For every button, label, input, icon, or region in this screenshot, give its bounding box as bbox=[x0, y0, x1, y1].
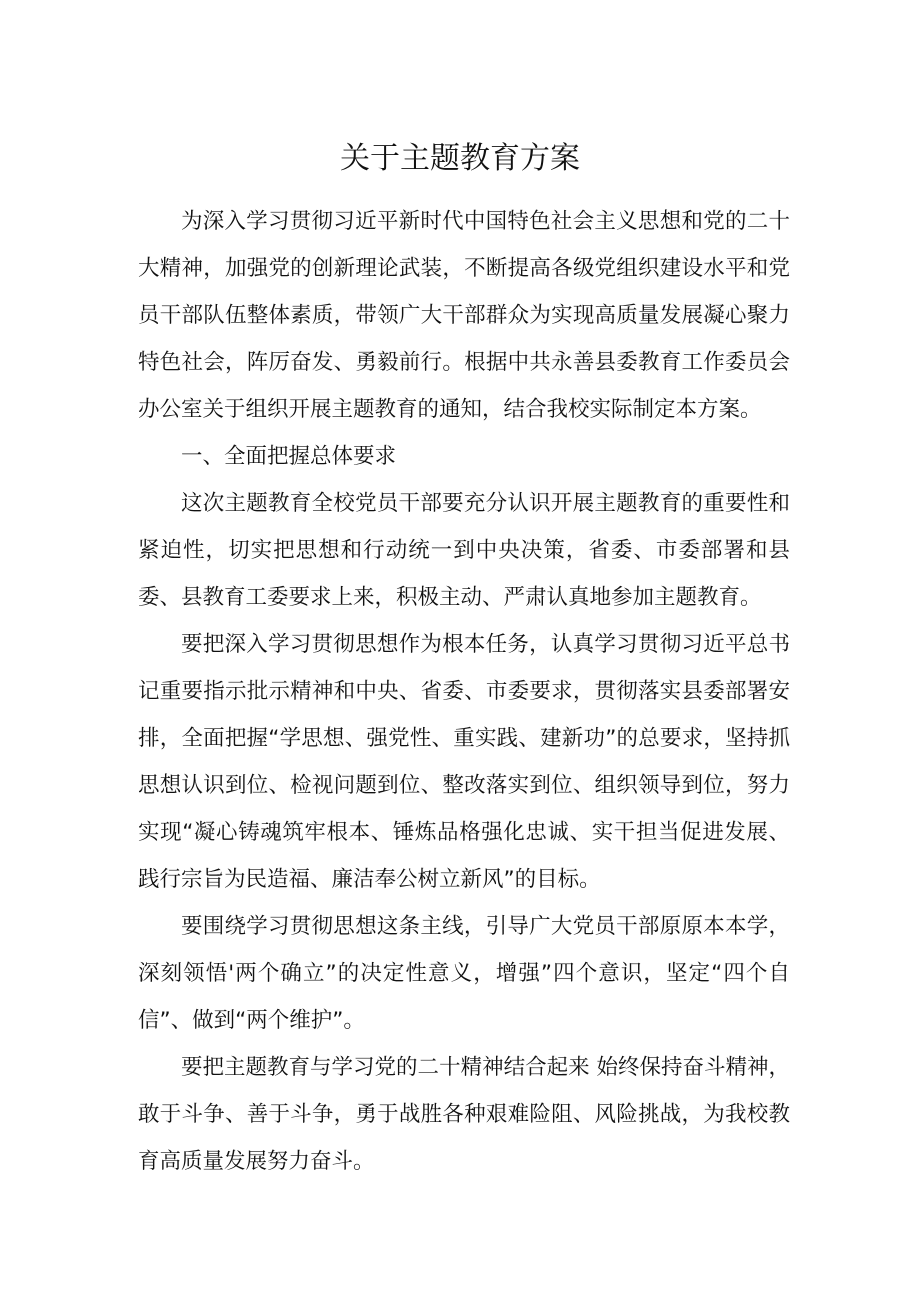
section-heading-1: 一、全面把握总体要求 bbox=[181, 444, 397, 469]
section1-paragraph-4: 要把主题教育与学习党的二十精神结合起来 始终保持奋斗精神，敢于斗争、善于斗争，勇于战胜各种艰难险阻、风险挑战，为我校教育高质量发展努力奋斗。 bbox=[138, 1055, 790, 1174]
document-body bbox=[138, 198, 790, 1185]
section1-paragraph-3: 要围绕学习贯彻思想这条主线，引导广大党员干部原原本本学，深刻领悟'两个确立”的决定性意义，增强”四个意识，坚定“四个自信”、做到“两个维护”。 bbox=[138, 914, 790, 1033]
section1-paragraph-1: 这次主题教育全校党员干部要充分认识开展主题教育的重要性和紧迫性，切实把思想和行动统一到中央决策，省委、市委部署和县委、县教育工委要求上来，积极主动、严肃认真地参加主题教育。 bbox=[138, 491, 790, 610]
section1-paragraph-2: 要把深入学习贯彻思想作为根本任务，认真学习贯彻习近平总书记重要指示批示精神和中央、省委、市委要求，贯彻落实县委部署安排，全面把握“学思想、强党性、重实践、建新功”的总要求，坚持抓思想认识到位、检视问题到位、整改落实到位、组织领导到位，努力实现“凝心铸魂筑牢根本、锤炼品格强化忠诚、实干担当促进发展、践行宗旨为民造福、廉洁奉公树立新风”的目标。 bbox=[138, 632, 790, 892]
intro-paragraph: 为深入学习贯彻习近平新时代中国特色社会主义思想和党的二十大精神，加强党的创新理论武装，不断提高各级党组织建设水平和党员干部队伍整体素质，带领广大干部群众为实现高质量发展凝心聚力特色社会，阵厉奋发、勇毅前行。根据中共永善县委教育工作委员会办公室关于组织开展主题教育的通知，结合我校实际制定本方案。 bbox=[138, 209, 790, 422]
document-title: 关于主题教育方案 bbox=[340, 141, 580, 176]
